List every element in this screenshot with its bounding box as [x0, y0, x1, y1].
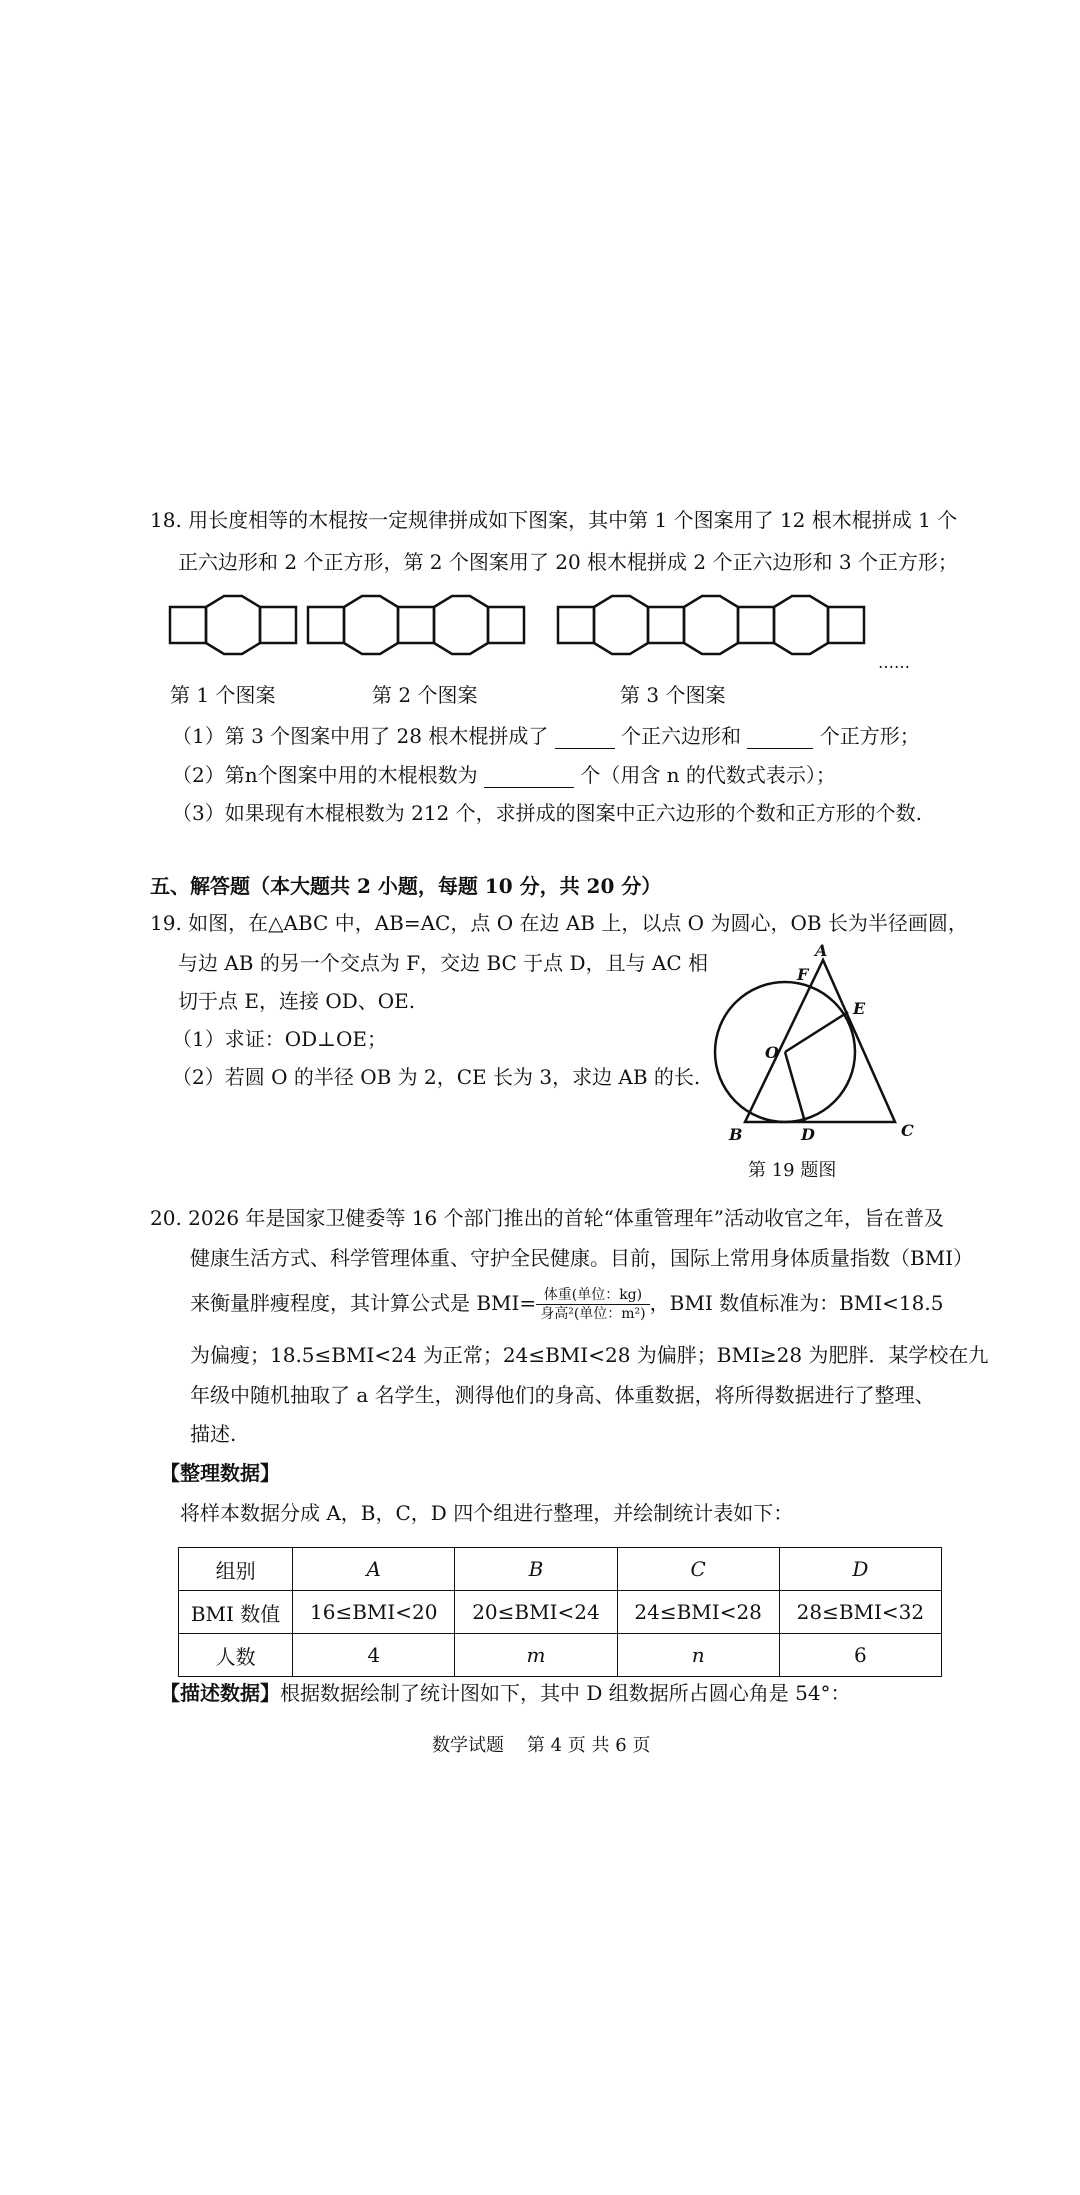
- square: [170, 607, 206, 643]
- table-row: [179, 1634, 942, 1677]
- square: [260, 607, 296, 643]
- pattern-1-figure: [168, 590, 298, 660]
- table-cell: 24≤BMI<28: [617, 1591, 779, 1634]
- answer-blank-hexagons[interactable]: [555, 728, 615, 749]
- hexagon: [774, 596, 828, 654]
- point-label-f: F: [797, 965, 809, 984]
- q20-line3: [190, 1283, 943, 1323]
- point-label-b: B: [729, 1125, 743, 1144]
- point-label-o: O: [765, 1043, 779, 1062]
- square: [828, 607, 864, 643]
- q18-sub2-text-b: 个（用含 n 的代数式表示）；: [580, 763, 836, 787]
- table-cell: n: [617, 1634, 779, 1677]
- q19-line2: 与边 AB 的另一个交点为 F，交边 BC 于点 D，且与 AC 相: [178, 951, 709, 975]
- pattern-2-label: 第 2 个图案: [372, 683, 478, 707]
- q18-line2: 正六边形和 2 个正方形，第 2 个图案用了 20 根木棍拼成 2 个正六边形和 3 个正方形；: [178, 550, 958, 574]
- q20-describe-text: 根据数据绘制了统计图如下，其中 D 组数据所占圆心角是 54°：: [280, 1681, 851, 1705]
- q20-line5: 年级中随机抽取了 a 名学生，测得他们的身高、体重数据，将所得数据进行了整理、: [190, 1383, 935, 1407]
- square: [648, 607, 684, 643]
- heading-organize-data: 【整理数据】: [160, 1461, 280, 1485]
- q18-sub1: [172, 723, 920, 749]
- table-cell: 20≤BMI<24: [455, 1591, 617, 1634]
- q18-sub1-text-a: （1）第 3 个图案中用了 28 根木棍拼成了: [172, 724, 549, 748]
- q20-line2: 健康生活方式、科学管理体重、守护全民健康。目前，国际上常用身体质量指数（BMI）: [190, 1246, 974, 1270]
- square: [488, 607, 524, 643]
- table-cell: BMI 数值: [179, 1591, 293, 1634]
- footer: [432, 1733, 650, 1759]
- q19-line1: 19. 如图，在△ABC 中，AB=AC，点 O 在边 AB 上，以点 O 为圆心，OB 长为半径画圆，: [150, 911, 968, 935]
- table-row: [179, 1591, 942, 1634]
- answer-blank-stick-count[interactable]: [484, 767, 574, 788]
- hexagon: [434, 596, 488, 654]
- q20-line6: 描述.: [190, 1422, 237, 1446]
- bmi-formula-denominator: 身高²(单位：m²): [540, 1306, 646, 1322]
- q20-line1: 20. 2026 年是国家卫健委等 16 个部门推出的首轮“体重管理年”活动收官之年，旨在普及: [150, 1206, 945, 1230]
- table-cell: 人数: [179, 1634, 293, 1677]
- table-cell: 28≤BMI<32: [779, 1591, 941, 1634]
- table-header-cell: 组别: [179, 1548, 293, 1591]
- q19-line3: 切于点 E，连接 OD、OE.: [178, 989, 416, 1013]
- answer-blank-squares[interactable]: [747, 728, 813, 749]
- bmi-statistics-table: [178, 1547, 942, 1677]
- square: [308, 607, 344, 643]
- pattern-ellipsis: ……: [878, 653, 910, 672]
- section-title: 五、解答题（本大题共 2 小题，每题 10 分，共 20 分）: [150, 874, 662, 898]
- hexagon: [684, 596, 738, 654]
- hexagon: [594, 596, 648, 654]
- table-cell: m: [455, 1634, 617, 1677]
- square: [738, 607, 774, 643]
- table-header-cell: B: [455, 1548, 617, 1591]
- point-label-a: A: [815, 941, 828, 960]
- q18-line1: 18. 用长度相等的木棍按一定规律拼成如下图案，其中第 1 个图案用了 12 根木棍拼成 1 个: [150, 508, 958, 532]
- q19-geometry-figure: [705, 940, 935, 1150]
- point-label-e: E: [853, 999, 866, 1018]
- hexagon: [206, 596, 260, 654]
- pattern-3-figure: [556, 590, 866, 660]
- footer-subject: 数学试题: [432, 1735, 504, 1756]
- q18-sub2-text-a: （2）第n个图案中用的木棍根数为: [172, 763, 478, 787]
- hexagon: [344, 596, 398, 654]
- square: [558, 607, 594, 643]
- q18-sub1-text-b: 个正六边形和: [621, 724, 742, 748]
- q20-describe-line: [160, 1680, 851, 1706]
- footer-page-number: 第 4 页 共 6 页: [526, 1735, 651, 1756]
- q19-figure-caption: 第 19 题图: [748, 1160, 837, 1181]
- q18-sub2: [172, 762, 836, 788]
- bmi-formula-fraction: [536, 1286, 649, 1323]
- bmi-formula-numerator: 体重(单位：kg): [536, 1286, 649, 1305]
- q19-sub2: （2）若圆 O 的半径 OB 为 2，CE 长为 3，求边 AB 的长.: [172, 1065, 701, 1089]
- table-cell: 4: [293, 1634, 455, 1677]
- segment-od: [785, 1052, 805, 1122]
- table-row: [179, 1548, 942, 1591]
- heading-describe-data: 【描述数据】: [160, 1681, 280, 1705]
- point-label-d: D: [801, 1125, 815, 1144]
- q18-sub1-text-c: 个正方形；: [819, 724, 920, 748]
- q18-sub3: （3）如果现有木棍根数为 212 个，求拼成的图案中正六边形的个数和正方形的个数.: [172, 801, 922, 825]
- table-cell: 16≤BMI<20: [293, 1591, 455, 1634]
- pattern-3-label: 第 3 个图案: [620, 683, 726, 707]
- q20-table-intro: 将样本数据分成 A，B，C，D 四个组进行整理，并绘制统计表如下：: [180, 1501, 794, 1525]
- table-header-cell: C: [617, 1548, 779, 1591]
- q20-line3-text-a: 来衡量胖瘦程度，其计算公式是 BMI=: [190, 1291, 537, 1315]
- pattern-2-figure: [306, 590, 526, 660]
- q20-line4: 为偏瘦；18.5≤BMI<24 为正常；24≤BMI<28 为偏胖；BMI≥28 为肥胖．某学校在九: [190, 1343, 989, 1367]
- pattern-1-label: 第 1 个图案: [170, 683, 276, 707]
- q19-sub1: （1）求证：OD⊥OE；: [172, 1027, 387, 1051]
- table-header-cell: D: [779, 1548, 941, 1591]
- table-cell: 6: [779, 1634, 941, 1677]
- square: [398, 607, 434, 643]
- table-header-cell: A: [293, 1548, 455, 1591]
- point-label-c: C: [901, 1121, 914, 1140]
- q20-line3-text-b: ，BMI 数值标准为：BMI<18.5: [649, 1291, 944, 1315]
